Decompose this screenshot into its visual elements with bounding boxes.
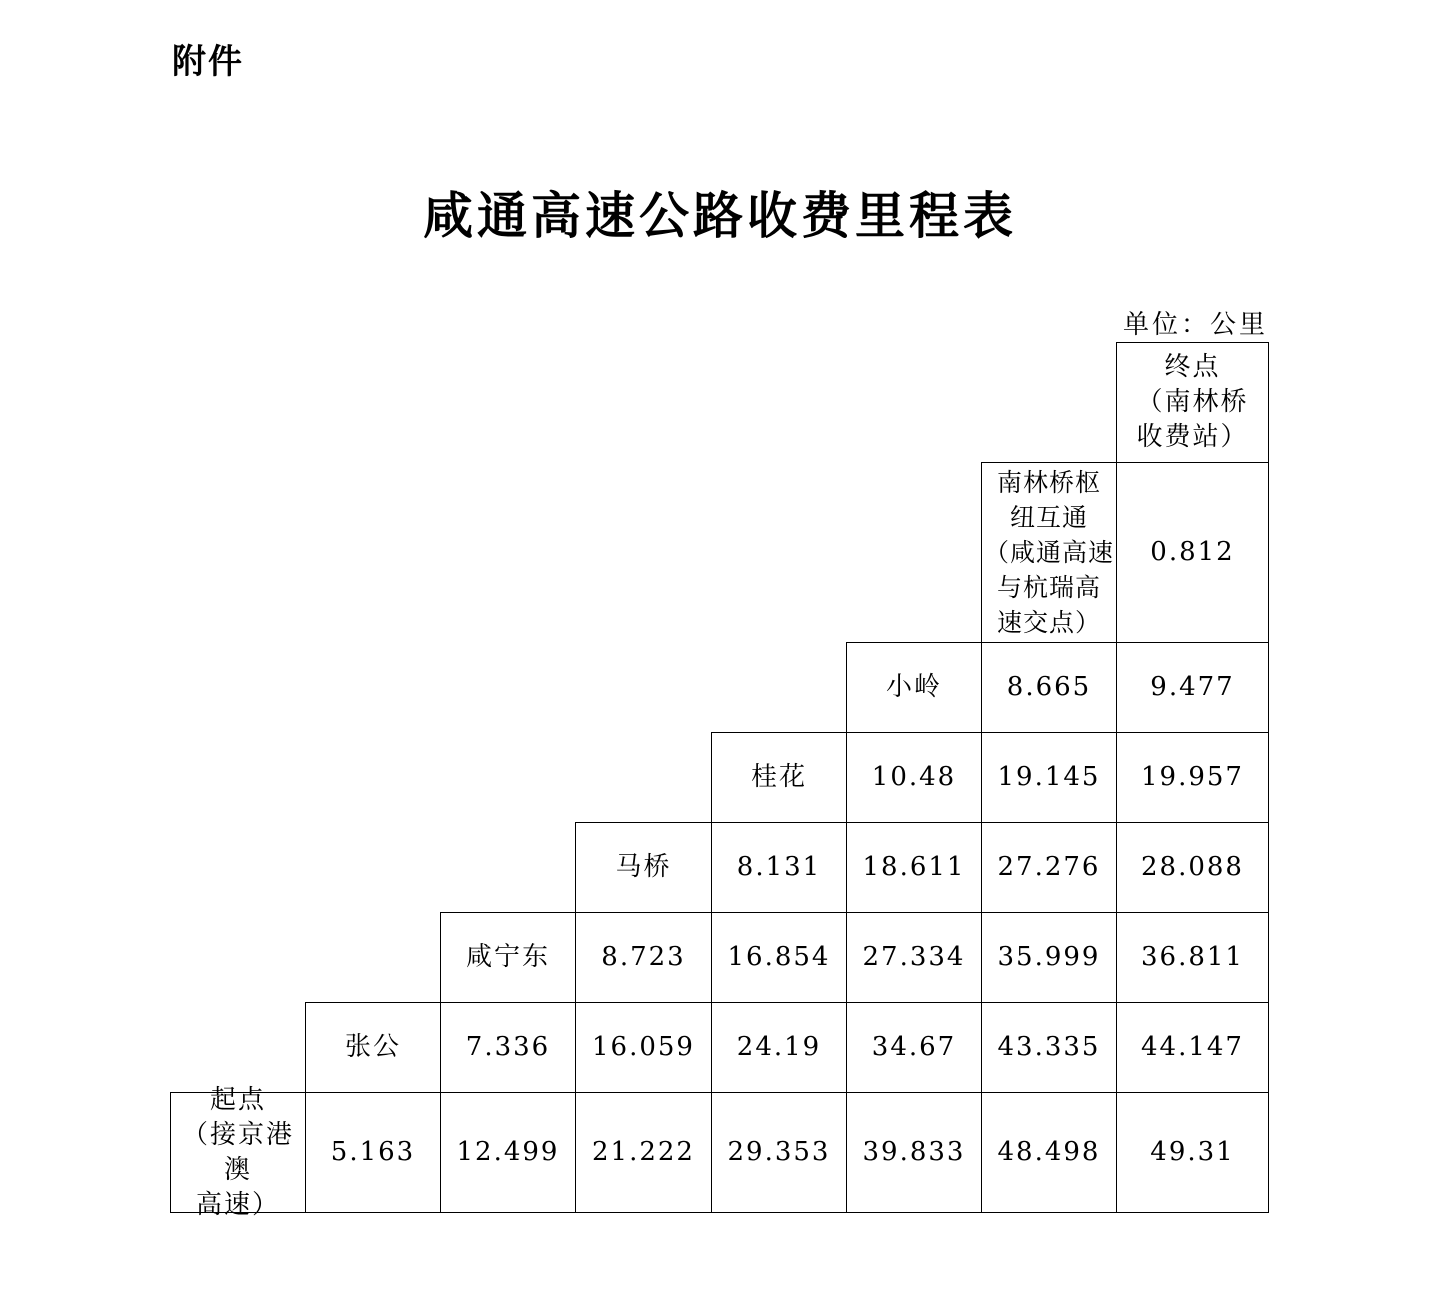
distance-cell: 35.999 [981, 912, 1117, 1003]
distance-cell: 12.499 [440, 1092, 576, 1213]
distance-cell: 18.611 [846, 822, 982, 913]
distance-cell: 49.31 [1116, 1092, 1269, 1213]
distance-cell: 28.088 [1116, 822, 1269, 913]
unit-label: 单位：公里 [1122, 310, 1268, 340]
station-cell: 张公 [305, 1002, 441, 1093]
distance-cell: 34.67 [846, 1002, 982, 1093]
attachment-label: 附件 [172, 42, 244, 82]
distance-cell: 27.334 [846, 912, 982, 1003]
distance-cell: 44.147 [1116, 1002, 1269, 1093]
distance-cell: 36.811 [1116, 912, 1269, 1003]
distance-cell: 27.276 [981, 822, 1117, 913]
distance-cell: 19.145 [981, 732, 1117, 823]
distance-cell: 43.335 [981, 1002, 1117, 1093]
distance-cell: 29.353 [711, 1092, 847, 1213]
distance-cell: 8.665 [981, 642, 1117, 733]
distance-cell: 8.723 [575, 912, 712, 1003]
distance-cell: 9.477 [1116, 642, 1269, 733]
distance-cell: 5.163 [305, 1092, 441, 1213]
distance-cell: 21.222 [575, 1092, 712, 1213]
station-cell: 咸宁东 [440, 912, 576, 1003]
distance-cell: 39.833 [846, 1092, 982, 1213]
station-cell: 起点 （接京港澳 高速） [170, 1092, 306, 1213]
station-cell: 南林桥枢 纽互通 （咸通高速 与杭瑞高 速交点） [981, 462, 1117, 643]
station-cell: 桂花 [711, 732, 847, 823]
page-title: 咸通高速公路收费里程表 [423, 186, 1017, 245]
distance-cell: 7.336 [440, 1002, 576, 1093]
distance-cell: 16.059 [575, 1002, 712, 1093]
distance-cell: 8.131 [711, 822, 847, 913]
distance-cell: 16.854 [711, 912, 847, 1003]
distance-cell: 19.957 [1116, 732, 1269, 823]
distance-cell: 0.812 [1116, 462, 1269, 643]
station-cell: 终点 （南林桥 收费站） [1116, 342, 1269, 463]
station-cell: 小岭 [846, 642, 982, 733]
station-cell: 马桥 [575, 822, 712, 913]
distance-cell: 10.48 [846, 732, 982, 823]
distance-cell: 48.498 [981, 1092, 1117, 1213]
distance-cell: 24.19 [711, 1002, 847, 1093]
